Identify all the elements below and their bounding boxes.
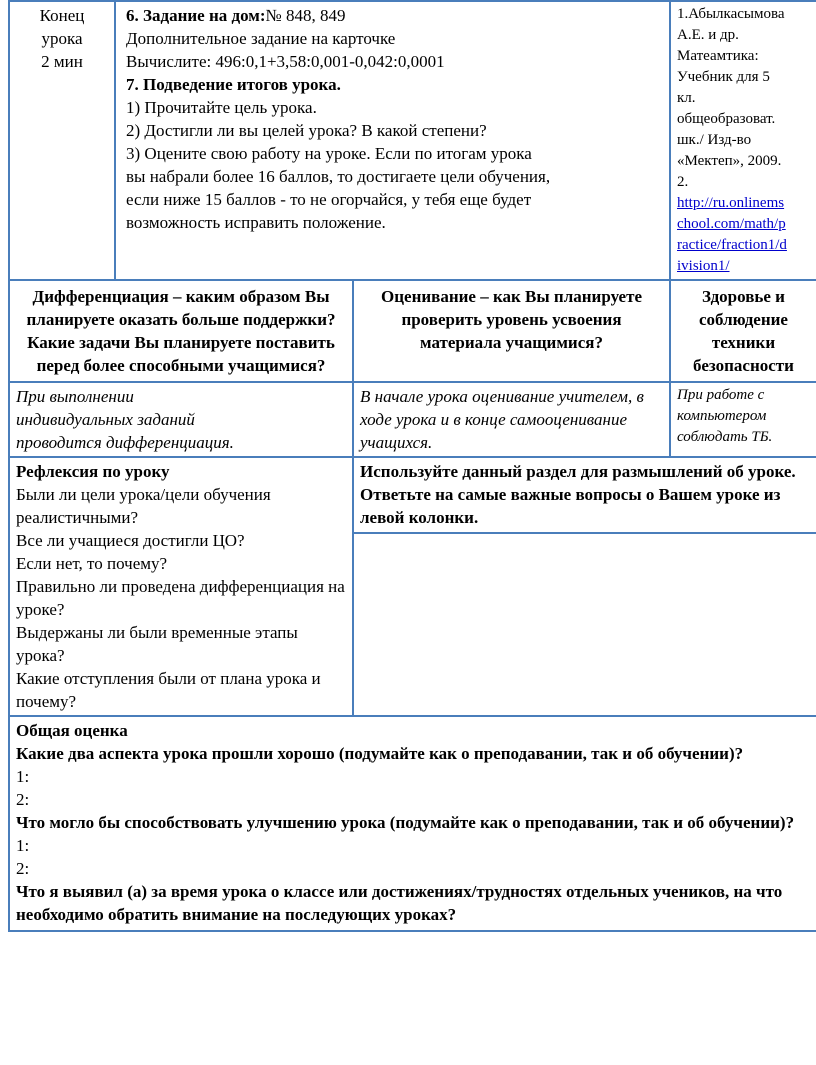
stage-cell	[9, 1, 115, 280]
health-answer: При работе с компьютером соблюдать ТБ.	[670, 382, 816, 457]
summary-line: 1) Прочитайте цель урока.	[126, 98, 317, 117]
homework-extra: Дополнительное задание на карточке	[126, 29, 396, 48]
section-answer-row	[9, 382, 816, 457]
resource-link[interactable]: http://ru.onlinems	[677, 195, 785, 211]
resource-line: шк./ Изд-во	[677, 132, 752, 148]
resource-line: кл.	[677, 90, 696, 106]
resource-link[interactable]: ractice/fraction1/d	[677, 237, 787, 253]
assessment-header: Оценивание – как Вы планируете проверить уровень усвоения материала учащимися?	[353, 280, 670, 382]
overall-answer-item: 2:	[16, 790, 30, 809]
reflection-question: Все ли учащиеся достигли ЦО?	[16, 531, 245, 550]
resource-line: 2.	[677, 174, 689, 190]
differentiation-header: Дифференциация – каким образом Вы планируете оказать больше поддержки? Какие задачи Вы планируете поставить перед более способными учащимися?	[9, 280, 353, 382]
reflection-instruction: Используйте данный раздел для размышлений об уроке. Ответьте на самые важные вопросы о Вашем уроке из левой колонки.	[353, 457, 816, 533]
lesson-plan-table	[8, 0, 816, 932]
resource-line: общеобразоват.	[677, 111, 776, 127]
reflection-title: Рефлексия по уроку	[16, 462, 170, 481]
reflection-row-top	[9, 457, 816, 533]
resource-line: Учебник для 5	[677, 69, 770, 85]
overall-question-2: Что могло бы способствовать улучшению урока (подумайте как о преподавании, так и об обучении)?	[16, 813, 795, 832]
resources-cell	[670, 1, 816, 280]
reflection-answer-area[interactable]	[353, 533, 816, 716]
differentiation-answer: При выполнении индивидуальных заданий проводится дифференциация.	[9, 382, 353, 457]
resource-line: 1.Абылкасымова	[677, 6, 785, 22]
summary-line: вы набрали более 16 баллов, то достигаете цели обучения,	[126, 167, 551, 186]
overall-title: Общая оценка	[16, 721, 128, 740]
lesson-end-row	[9, 1, 816, 280]
overall-answer-item: 1:	[16, 836, 30, 855]
summary-line: если ниже 15 баллов - то не огорчайся, у тебя еще будет	[126, 190, 532, 209]
stage-line: урока	[41, 29, 83, 48]
resource-link[interactable]: chool.com/math/p	[677, 216, 786, 232]
health-header: Здоровье и соблюдение техники безопасности	[670, 280, 816, 382]
reflection-question: Правильно ли проведена дифференциация на уроке?	[16, 577, 345, 619]
summary-title: 7. Подведение итогов урока.	[126, 75, 341, 94]
assessment-answer: В начале урока оценивание учителем, в ходе урока и в конце самооценивание учащихся.	[353, 382, 670, 457]
homework-task: Вычислите: 496:0,1+3,58:0,001-0,042:0,0001	[126, 52, 445, 71]
summary-line: 2) Достигли ли вы целей урока? В какой степени?	[126, 121, 487, 140]
homework-title: 6. Задание на дом:	[126, 6, 266, 25]
summary-line: возможность исправить положение.	[126, 213, 386, 232]
overall-question-3: Что я выявил (а) за время урока о классе или достижениях/трудностях отдельных учеников, на что необходимо обратить внимание на последующих уроках?	[16, 882, 783, 924]
stage-line: Конец	[39, 6, 85, 25]
homework-line	[126, 4, 663, 27]
resource-line: А.Е. и др.	[677, 27, 739, 43]
stage-line: 2 мин	[41, 52, 83, 71]
lesson-content-cell	[115, 1, 670, 280]
reflection-question: Были ли цели урока/цели обучения реалистичными?	[16, 485, 271, 527]
resource-line: «Мектеп», 2009.	[677, 153, 782, 169]
overall-question-1: Какие два аспекта урока прошли хорошо (подумайте как о преподавании, так и об обучении)?	[16, 744, 744, 763]
reflection-questions-cell	[9, 457, 353, 716]
reflection-question: Какие отступления были от плана урока и почему?	[16, 669, 321, 711]
overall-cell	[9, 716, 816, 931]
section-header-row	[9, 280, 816, 382]
reflection-question: Выдержаны ли были временные этапы урока?	[16, 623, 298, 665]
summary-line: 3) Оцените свою работу на уроке. Если по итогам урока	[126, 144, 532, 163]
reflection-question: Если нет, то почему?	[16, 554, 168, 573]
homework-numbers: № 848, 849	[265, 6, 346, 25]
overall-row	[9, 716, 816, 931]
lesson-plan-document	[8, 0, 816, 932]
overall-answer-item: 1:	[16, 767, 30, 786]
resource-link[interactable]: ivision1/	[677, 258, 730, 274]
resource-line: Матеамтика:	[677, 48, 759, 64]
overall-answer-item: 2:	[16, 859, 30, 878]
